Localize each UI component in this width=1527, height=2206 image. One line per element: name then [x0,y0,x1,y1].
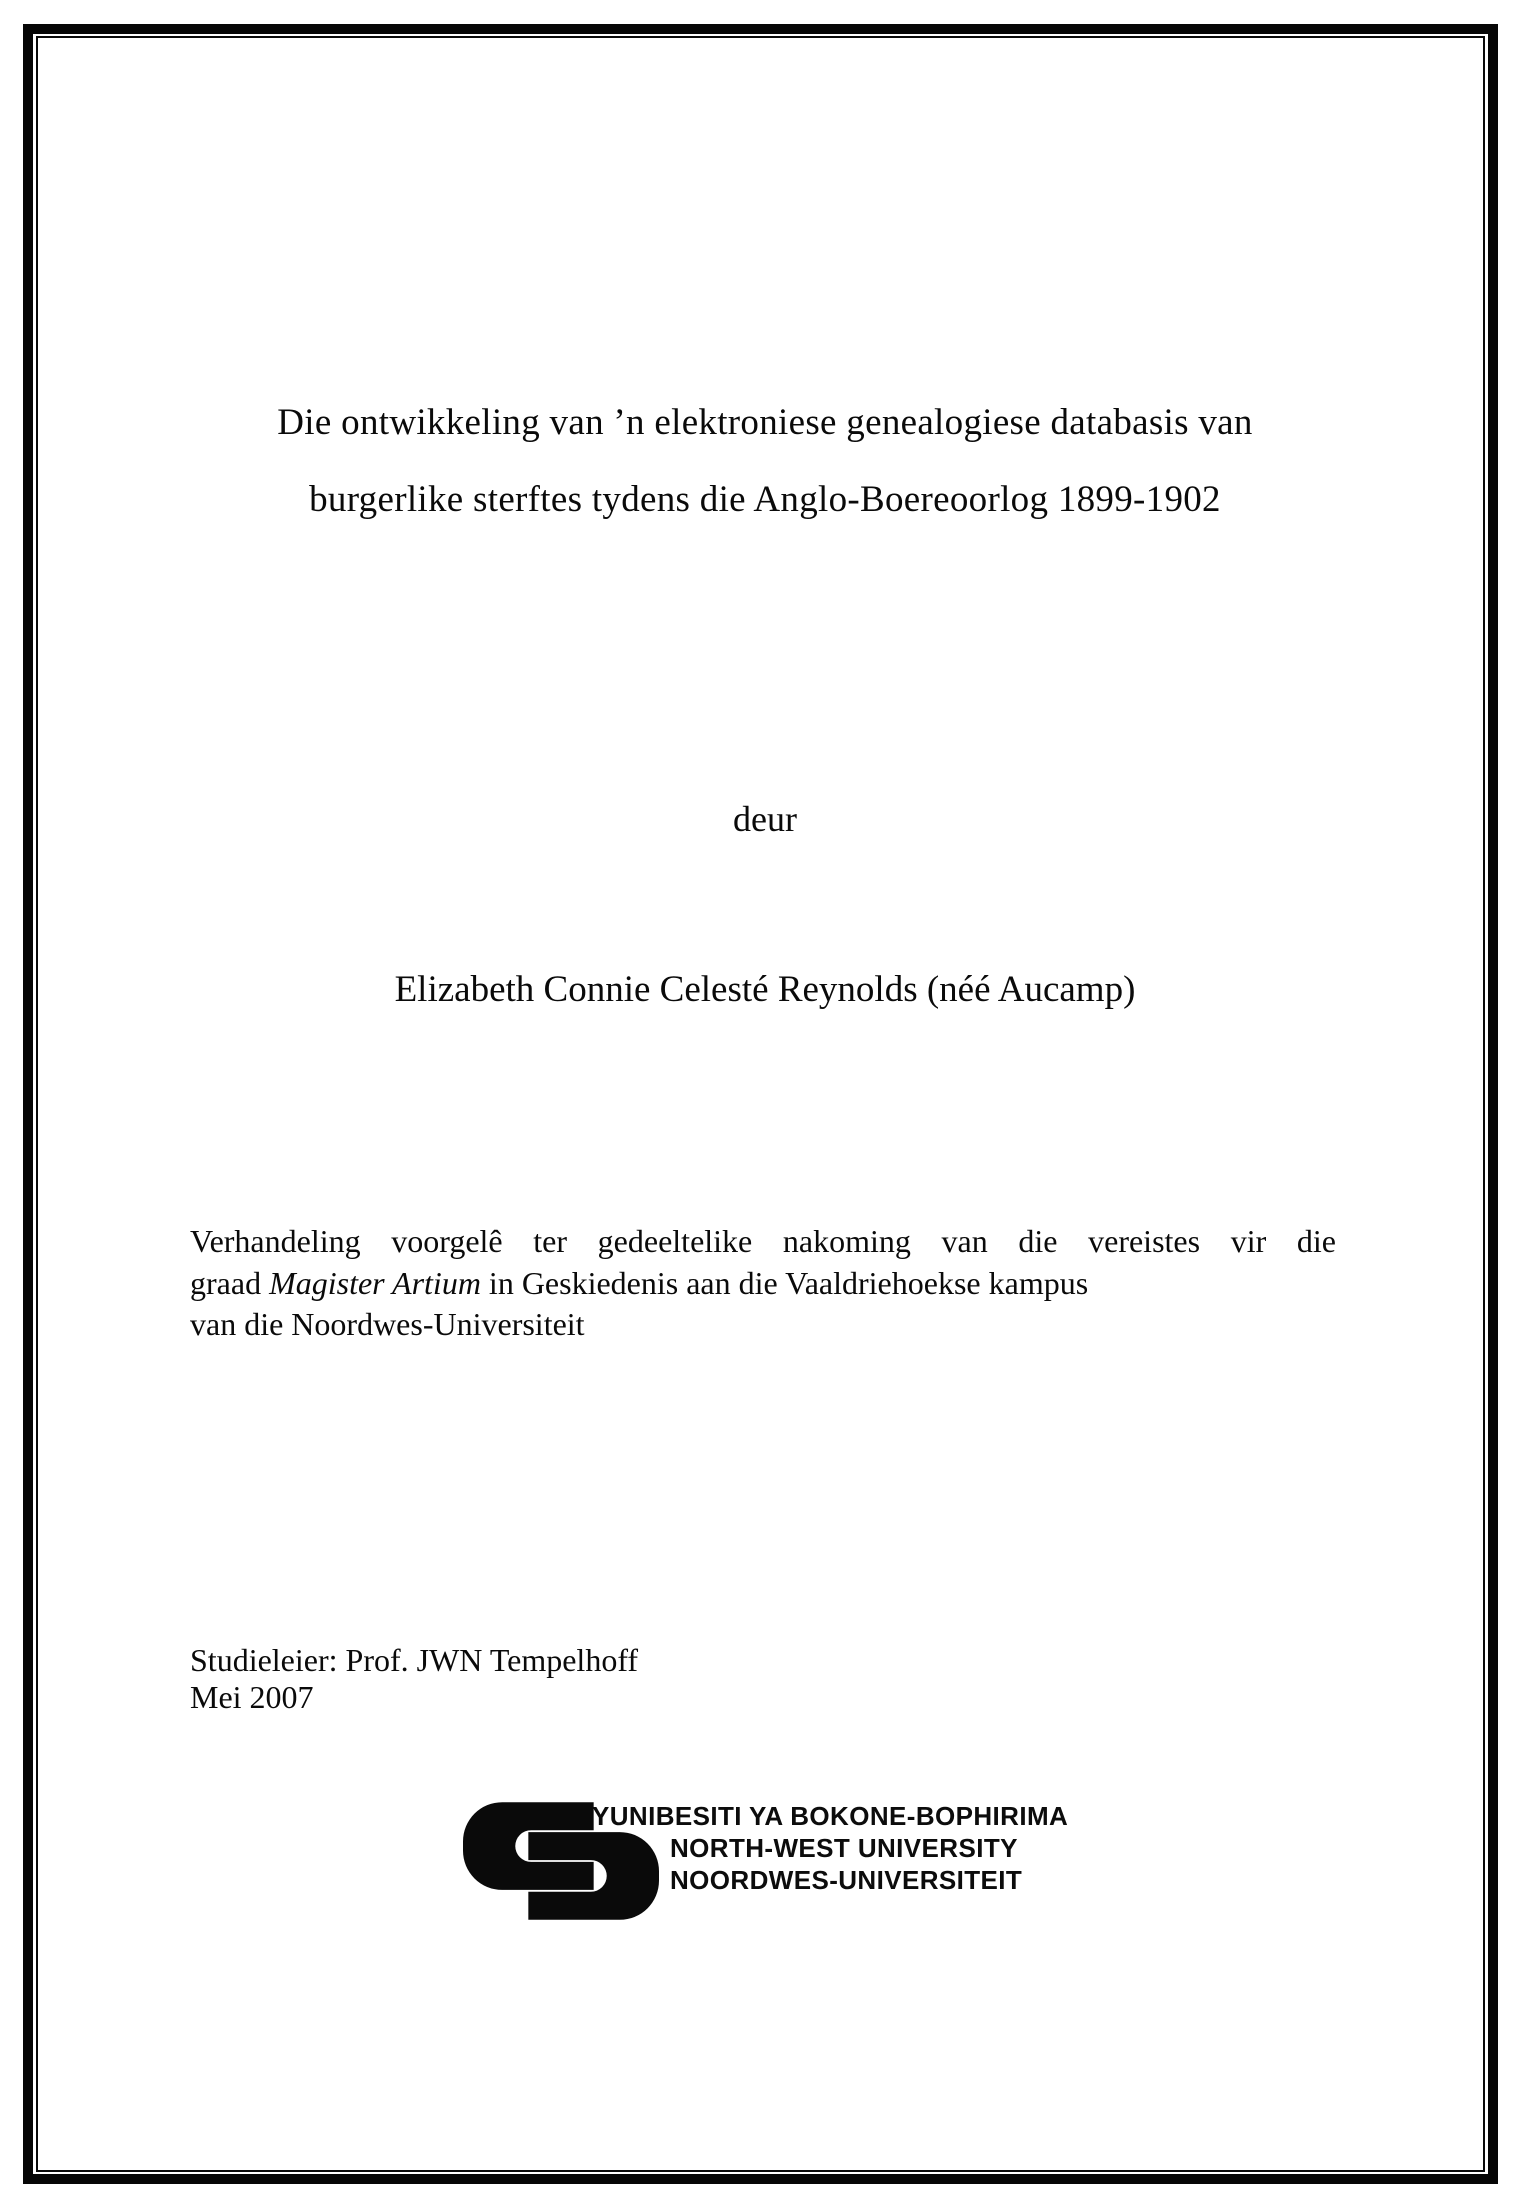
supervisor-line: Studieleier: Prof. JWN Tempelhoff [190,1642,639,1678]
title-line-1: Die ontwikkeling van ’n elektroniese genealogiese databasis van [277,402,1253,443]
university-logo [463,1802,1068,1920]
submission-line-2-post: in Geskiedenis aan die Vaaldriehoekse kampus [480,1264,1089,1301]
submission-line-3: van die Noordwes-Universiteit [190,1306,585,1342]
submission-line-1: Verhandeling voorgelê ter gedeeltelike nakoming van die vereistes vir die [190,1223,1336,1259]
logo-text-english: NORTH-WEST UNIVERSITY [670,1833,1018,1863]
byline-deur: deur [733,799,797,839]
date-line: Mei 2007 [190,1678,314,1715]
submission-line-2 [190,1263,1336,1305]
logo-text-setswana: YUNIBESITI YA BOKONE-BOPHIRIMA [592,1801,1069,1831]
submission-line-2-pre: graad [190,1264,270,1301]
supervisor-block [190,1642,638,1715]
author-name: Elizabeth Connie Celesté Reynolds (néé Aucamp) [394,969,1136,1010]
logo-text-afrikaans: NOORDWES-UNIVERSITEIT [670,1865,1023,1895]
title-line-2: burgerlike sterftes tydens die Anglo-Boereoorlog 1899-1902 [309,479,1221,520]
thesis-title [140,384,1390,538]
university-logo-text [592,1800,1069,1896]
submission-statement [190,1221,1336,1346]
degree-name-italic: Magister Artium [269,1264,481,1301]
